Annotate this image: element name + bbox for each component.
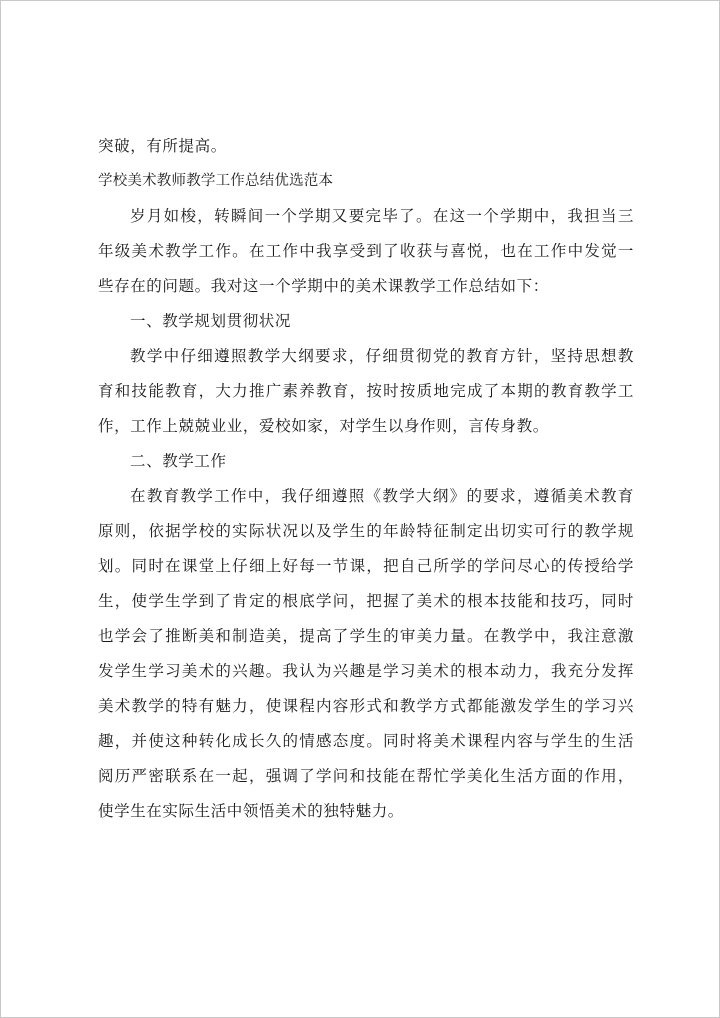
- paragraph-line: 生，使学生学到了肯定的根底学问，把握了美术的根本技能和技巧，同时: [98, 592, 634, 610]
- paragraph-line: 在教育教学工作中，我仔细遵照《教学大纲》的要求，遵循美术教育: [130, 487, 634, 505]
- paragraph-line: 育和技能教育，大力推广素养教育，按时按质地完成了本期的教育教学工: [98, 382, 634, 400]
- paragraph-line: 原则，依据学校的实际状况以及学生的年龄特征制定出切实可行的教学规: [98, 522, 634, 540]
- paragraph-line: 使学生在实际生活中领悟美术的独特魅力。: [98, 802, 404, 820]
- document-body: [98, 129, 634, 829]
- heading-line: 二、教学工作: [130, 452, 227, 470]
- paragraph-line: 教学中仔细遵照教学大纲要求，仔细贯彻党的教育方针，坚持思想教: [130, 347, 634, 365]
- paragraph-line: 发学生学习美术的兴趣。我认为兴趣是学习美术的根本动力，我充分发挥: [98, 662, 634, 680]
- paragraph-line: 也学会了推断美和制造美，提高了学生的审美力量。在教学中，我注意激: [98, 627, 634, 645]
- paragraph-line: 阅历严密联系在一起，强调了学问和技能在帮忙学美化生活方面的作用，: [98, 767, 634, 785]
- heading-line: 一、教学规划贯彻状况: [130, 312, 292, 330]
- paragraph-line: 些存在的问题。我对这一个学期中的美术课教学工作总结如下：: [98, 277, 549, 295]
- paragraph-line: 岁月如梭，转瞬间一个学期又要完毕了。在这一个学期中，我担当三: [130, 207, 634, 225]
- paragraph-line: 趣，并使这种转化成长久的情感态度。同时将美术课程内容与学生的生活: [98, 732, 634, 750]
- section-title: 学校美术教师教学工作总结优选范本: [98, 173, 334, 189]
- paragraph-line: 年级美术教学工作。在工作中我享受到了收获与喜悦，也在工作中发觉一: [98, 242, 634, 260]
- text-line: 突破，有所提高。: [98, 137, 227, 155]
- paragraph-line: 划。同时在课堂上仔细上好每一节课，把自己所学的学问尽心的传授给学: [98, 557, 634, 575]
- paragraph-line: 美术教学的特有魅力，使课程内容形式和教学方式都能激发学生的学习兴: [98, 697, 634, 715]
- paragraph-line: 作，工作上兢兢业业，爱校如家，对学生以身作则，言传身教。: [98, 417, 549, 435]
